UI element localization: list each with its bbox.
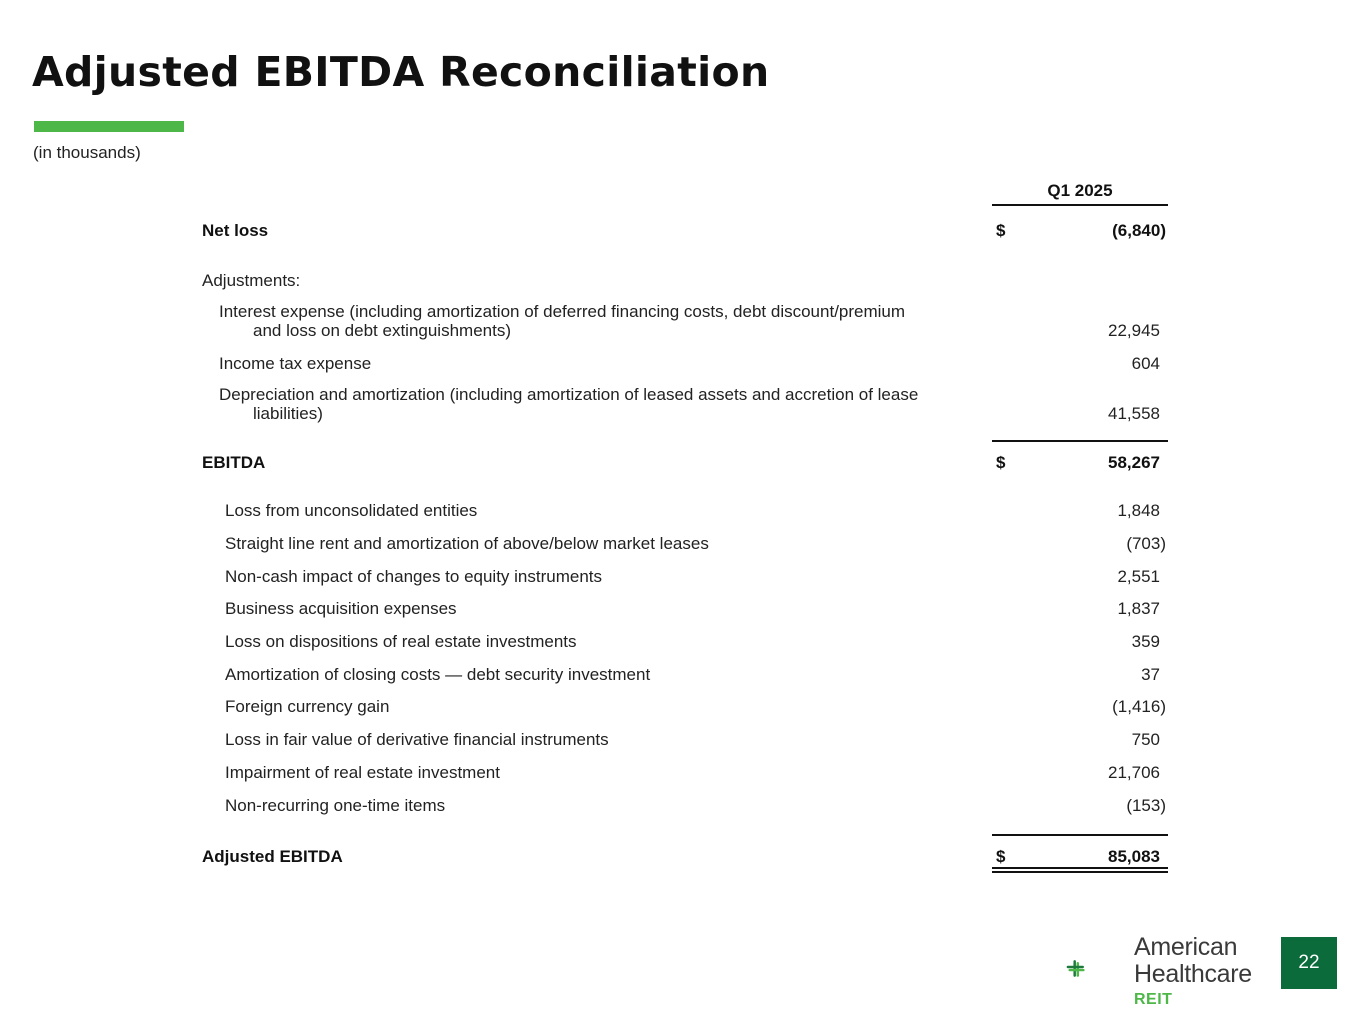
- row-label: Amortization of closing costs — debt security investment: [225, 665, 651, 684]
- row-label-continued: and loss on debt extinguishments): [253, 321, 511, 340]
- row-value: (6,840): [1112, 221, 1166, 240]
- row-value: (1,416): [1112, 697, 1166, 716]
- currency-symbol: $: [996, 847, 1006, 866]
- page-number: 22: [1281, 937, 1337, 989]
- double-underline-top: [992, 867, 1168, 869]
- row-value: 41,558: [1108, 404, 1160, 423]
- row-label: Adjusted EBITDA: [202, 847, 343, 866]
- row-label: Straight line rent and amortization of above/below market leases: [225, 534, 709, 553]
- row-value: 604: [1131, 354, 1160, 373]
- header-rule: [992, 204, 1168, 206]
- row-label: Income tax expense: [219, 354, 372, 373]
- logo-line-1: American: [1134, 933, 1238, 961]
- logo-wordmark: [1134, 934, 1252, 988]
- row-label: Business acquisition expenses: [225, 599, 457, 618]
- row-value: 85,083: [1108, 847, 1160, 866]
- currency-symbol: $: [996, 221, 1006, 240]
- units-note: (in thousands): [33, 143, 141, 162]
- row-value: 1,848: [1117, 501, 1160, 520]
- row-label: Interest expense (including amortization of deferred financing costs, debt discount/premium: [219, 302, 906, 321]
- row-label: EBITDA: [202, 453, 266, 472]
- row-value: (703): [1126, 534, 1166, 553]
- row-label: Loss in fair value of derivative financial instruments: [225, 730, 609, 749]
- row-value: 750: [1131, 730, 1160, 749]
- column-header: Q1 2025: [1047, 181, 1113, 200]
- row-value: 22,945: [1108, 321, 1160, 340]
- company-logo-icon: [1066, 940, 1128, 1002]
- row-value: 1,837: [1117, 599, 1160, 618]
- page-title: Adjusted EBITDA Reconciliation: [32, 48, 770, 96]
- row-value: 37: [1141, 665, 1160, 684]
- logo-reit: REIT: [1134, 991, 1173, 1008]
- subtotal-rule: [992, 440, 1168, 442]
- row-label: Loss on dispositions of real estate investments: [225, 632, 577, 651]
- row-label: Impairment of real estate investment: [225, 763, 500, 782]
- adjustments-label: Adjustments:: [202, 271, 301, 290]
- logo-line-2: Healthcare: [1134, 960, 1252, 988]
- row-label: Non-cash impact of changes to equity instruments: [225, 567, 603, 586]
- row-label: Non-recurring one-time items: [225, 796, 446, 815]
- row-value: 2,551: [1117, 567, 1160, 586]
- row-value: 58,267: [1108, 453, 1160, 472]
- row-label: Net loss: [202, 221, 269, 240]
- row-label: Loss from unconsolidated entities: [225, 501, 478, 520]
- row-value: (153): [1126, 796, 1166, 815]
- row-label: Foreign currency gain: [225, 697, 390, 716]
- row-value: 359: [1131, 632, 1160, 651]
- row-label-continued: liabilities): [253, 404, 323, 423]
- row-value: 21,706: [1108, 763, 1160, 782]
- total-rule: [992, 834, 1168, 836]
- row-label: Depreciation and amortization (including amortization of leased assets and accretion of lease: [219, 385, 919, 404]
- currency-symbol: $: [996, 453, 1006, 472]
- double-underline-bottom: [992, 871, 1168, 873]
